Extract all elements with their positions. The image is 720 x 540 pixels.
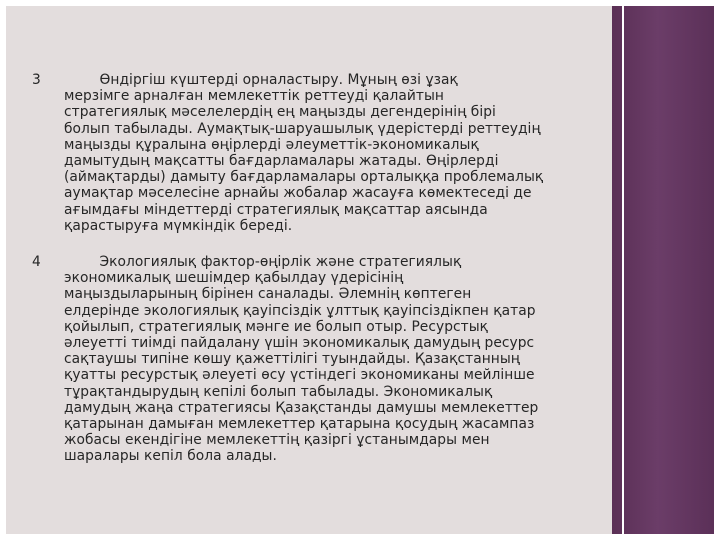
text-line: мерзімге арналған мемлекеттік реттеуді қалайтын: [64, 88, 444, 105]
slide-edge: [714, 0, 720, 540]
decorative-side-panel: [612, 6, 714, 534]
text-line: Өндіргіш күштерді орналастыру. Мұның өзі ұзақ: [64, 72, 458, 88]
text-line: дамытудың мақсатты бағдарламалары жатады. Өңірлерді: [64, 153, 499, 170]
text-line: маңызды құралына өңірлерді әлеуметтік-экономикалық: [64, 136, 479, 153]
text-line: экономикалық шешімдер қабылдау үдерісінің: [64, 270, 404, 287]
text-line: шаралары кепіл бола алады.: [64, 448, 277, 465]
text-line: жобасы екендігіне мемлекеттің қазіргі ұстанымдары мен: [64, 432, 490, 449]
paragraph-number: 4: [32, 254, 41, 270]
text-line: стратегиялық мәселелердің ең маңызды дегендерінің бірі: [64, 104, 496, 121]
text-line: қатарынан дамыған мемлекеттер қатарына қосудың жасампаз: [64, 416, 535, 433]
text-line: Экологиялық фактор-өңірлік және стратегиялық: [64, 254, 462, 270]
text-line: тұрақтандырудың кепілі болып табылады. Экономикалық: [64, 383, 493, 400]
paragraph-ecological-factor: [64, 254, 538, 465]
text-line: қойылып, стратегиялық мәнге ие болып отыр. Ресурстық: [64, 318, 489, 335]
text-line: маңыздыларының бірінен саналады. Әлемнің көптеген: [64, 286, 472, 303]
text-line: әлеуетті тиімді пайдалану үшін экономикалық дамудың ресурс: [64, 335, 535, 352]
text-line: болып табылады. Аумақтық-шаруашылық үдерістерді реттеудің: [64, 120, 541, 137]
paragraph-production-forces: [64, 72, 543, 234]
decorative-stripe: [622, 6, 624, 534]
text-line: қуатты ресурстық әлеуеті өсу үстіндегі экономиканы мейлінше: [64, 367, 535, 384]
text-line: елдерінде экологиялық қауіпсіздік ұлттық қауіпсіздікпен қатар: [64, 302, 536, 319]
text-line: қарастыруға мүмкіндік береді.: [64, 217, 293, 234]
text-line: сақтаушы типіне көшу қажеттілігі туындайды. Қазақстанның: [64, 351, 520, 368]
text-line: аумақтар мәселесіне арнайы жобалар жасауға көмектеседі де: [64, 185, 532, 202]
paragraph-number: 3: [32, 72, 41, 88]
text-line: (аймақтарды) дамыту бағдарламалары орталыққа проблемалық: [64, 169, 544, 186]
text-line: дамудың жаңа стратегиясы Қазақстанды дамушы мемлекеттер: [64, 399, 539, 416]
text-line: ағымдағы міндеттерді стратегиялық мақсаттар аясында: [64, 201, 488, 218]
